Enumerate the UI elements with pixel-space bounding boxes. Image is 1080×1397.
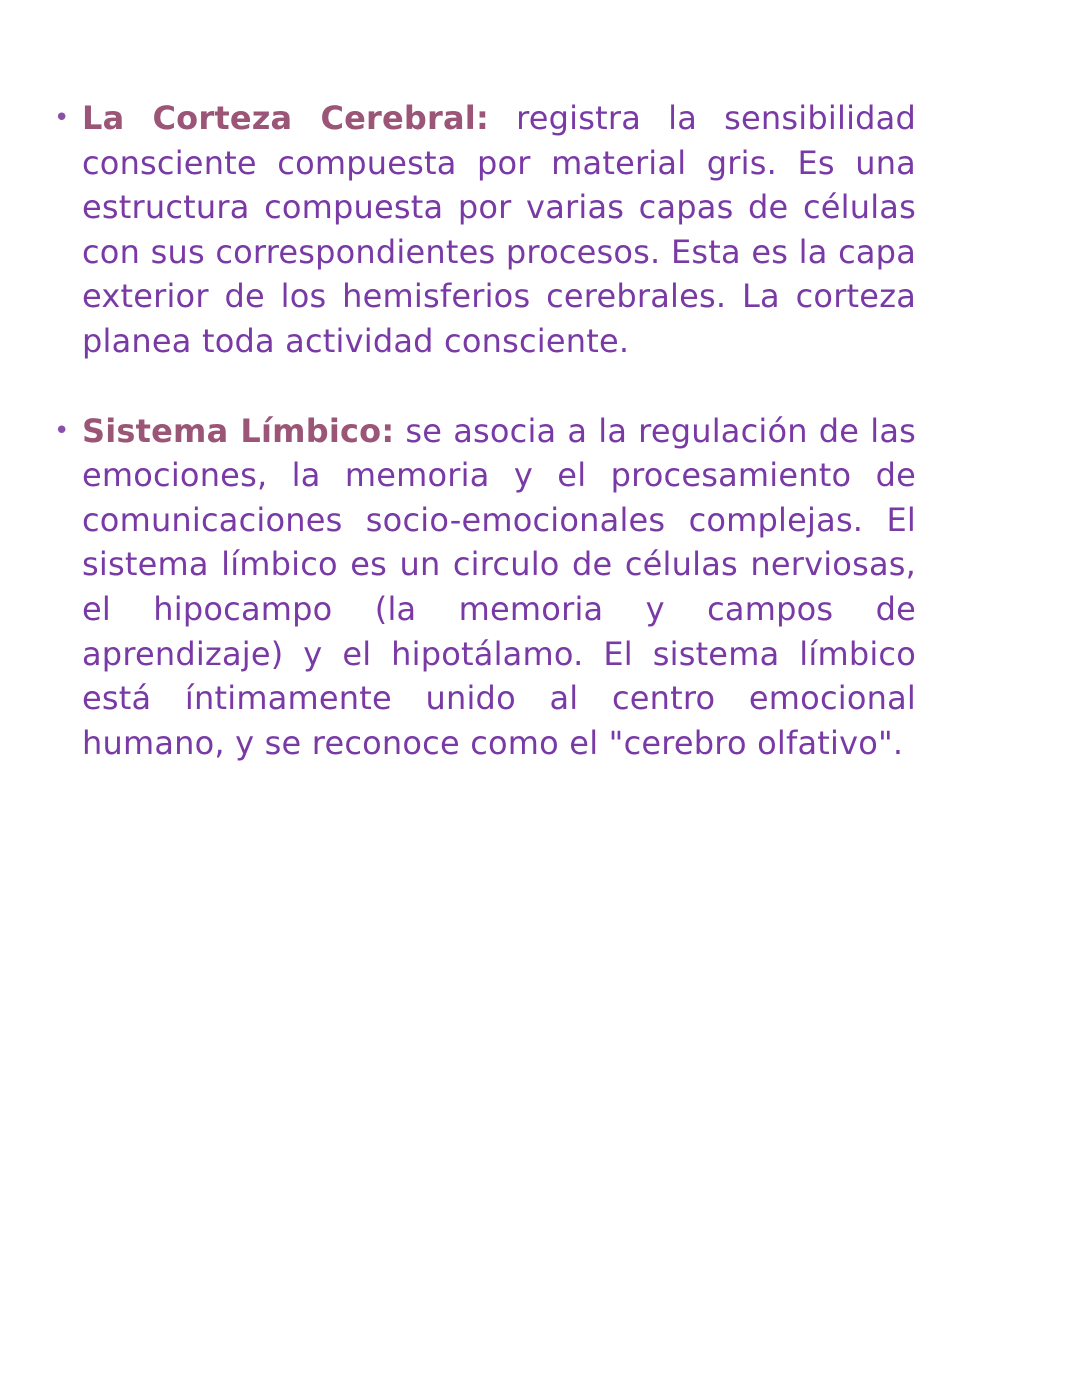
- term-corteza-cerebral: La Corteza Cerebral:: [82, 99, 489, 137]
- bullet-icon: •: [54, 103, 70, 133]
- paragraph-corteza-cerebral: [82, 96, 916, 364]
- bullet-icon: •: [54, 415, 70, 446]
- term-sistema-limbico: Sistema Límbico:: [82, 411, 395, 450]
- bullet-list: [54, 96, 916, 810]
- description-corteza-cerebral: registra la sensibilidad consciente compuesta por material gris. Es una estructura compuesta por varias capas de células con sus correspondientes procesos. Esta es la capa exterior de los hemisferios cerebrales. La corteza planea toda actividad consciente.: [82, 99, 916, 360]
- description-sistema-limbico: se asocia a la regulación de las emociones, la memoria y el procesamiento de comunicaciones socio-emocionales complejas. El sistema límbico es un circulo de células nerviosas, el hipocampo (la memoria y campos de aprendizaje) y el hipotálamo. El sistema límbico está íntimamente unido al centro emocional humano, y se reconoce como el "cerebro olfativo".: [82, 411, 917, 762]
- list-item-corteza-cerebral: [54, 96, 916, 364]
- list-item-sistema-limbico: [54, 409, 916, 766]
- paragraph-sistema-limbico: [82, 409, 916, 766]
